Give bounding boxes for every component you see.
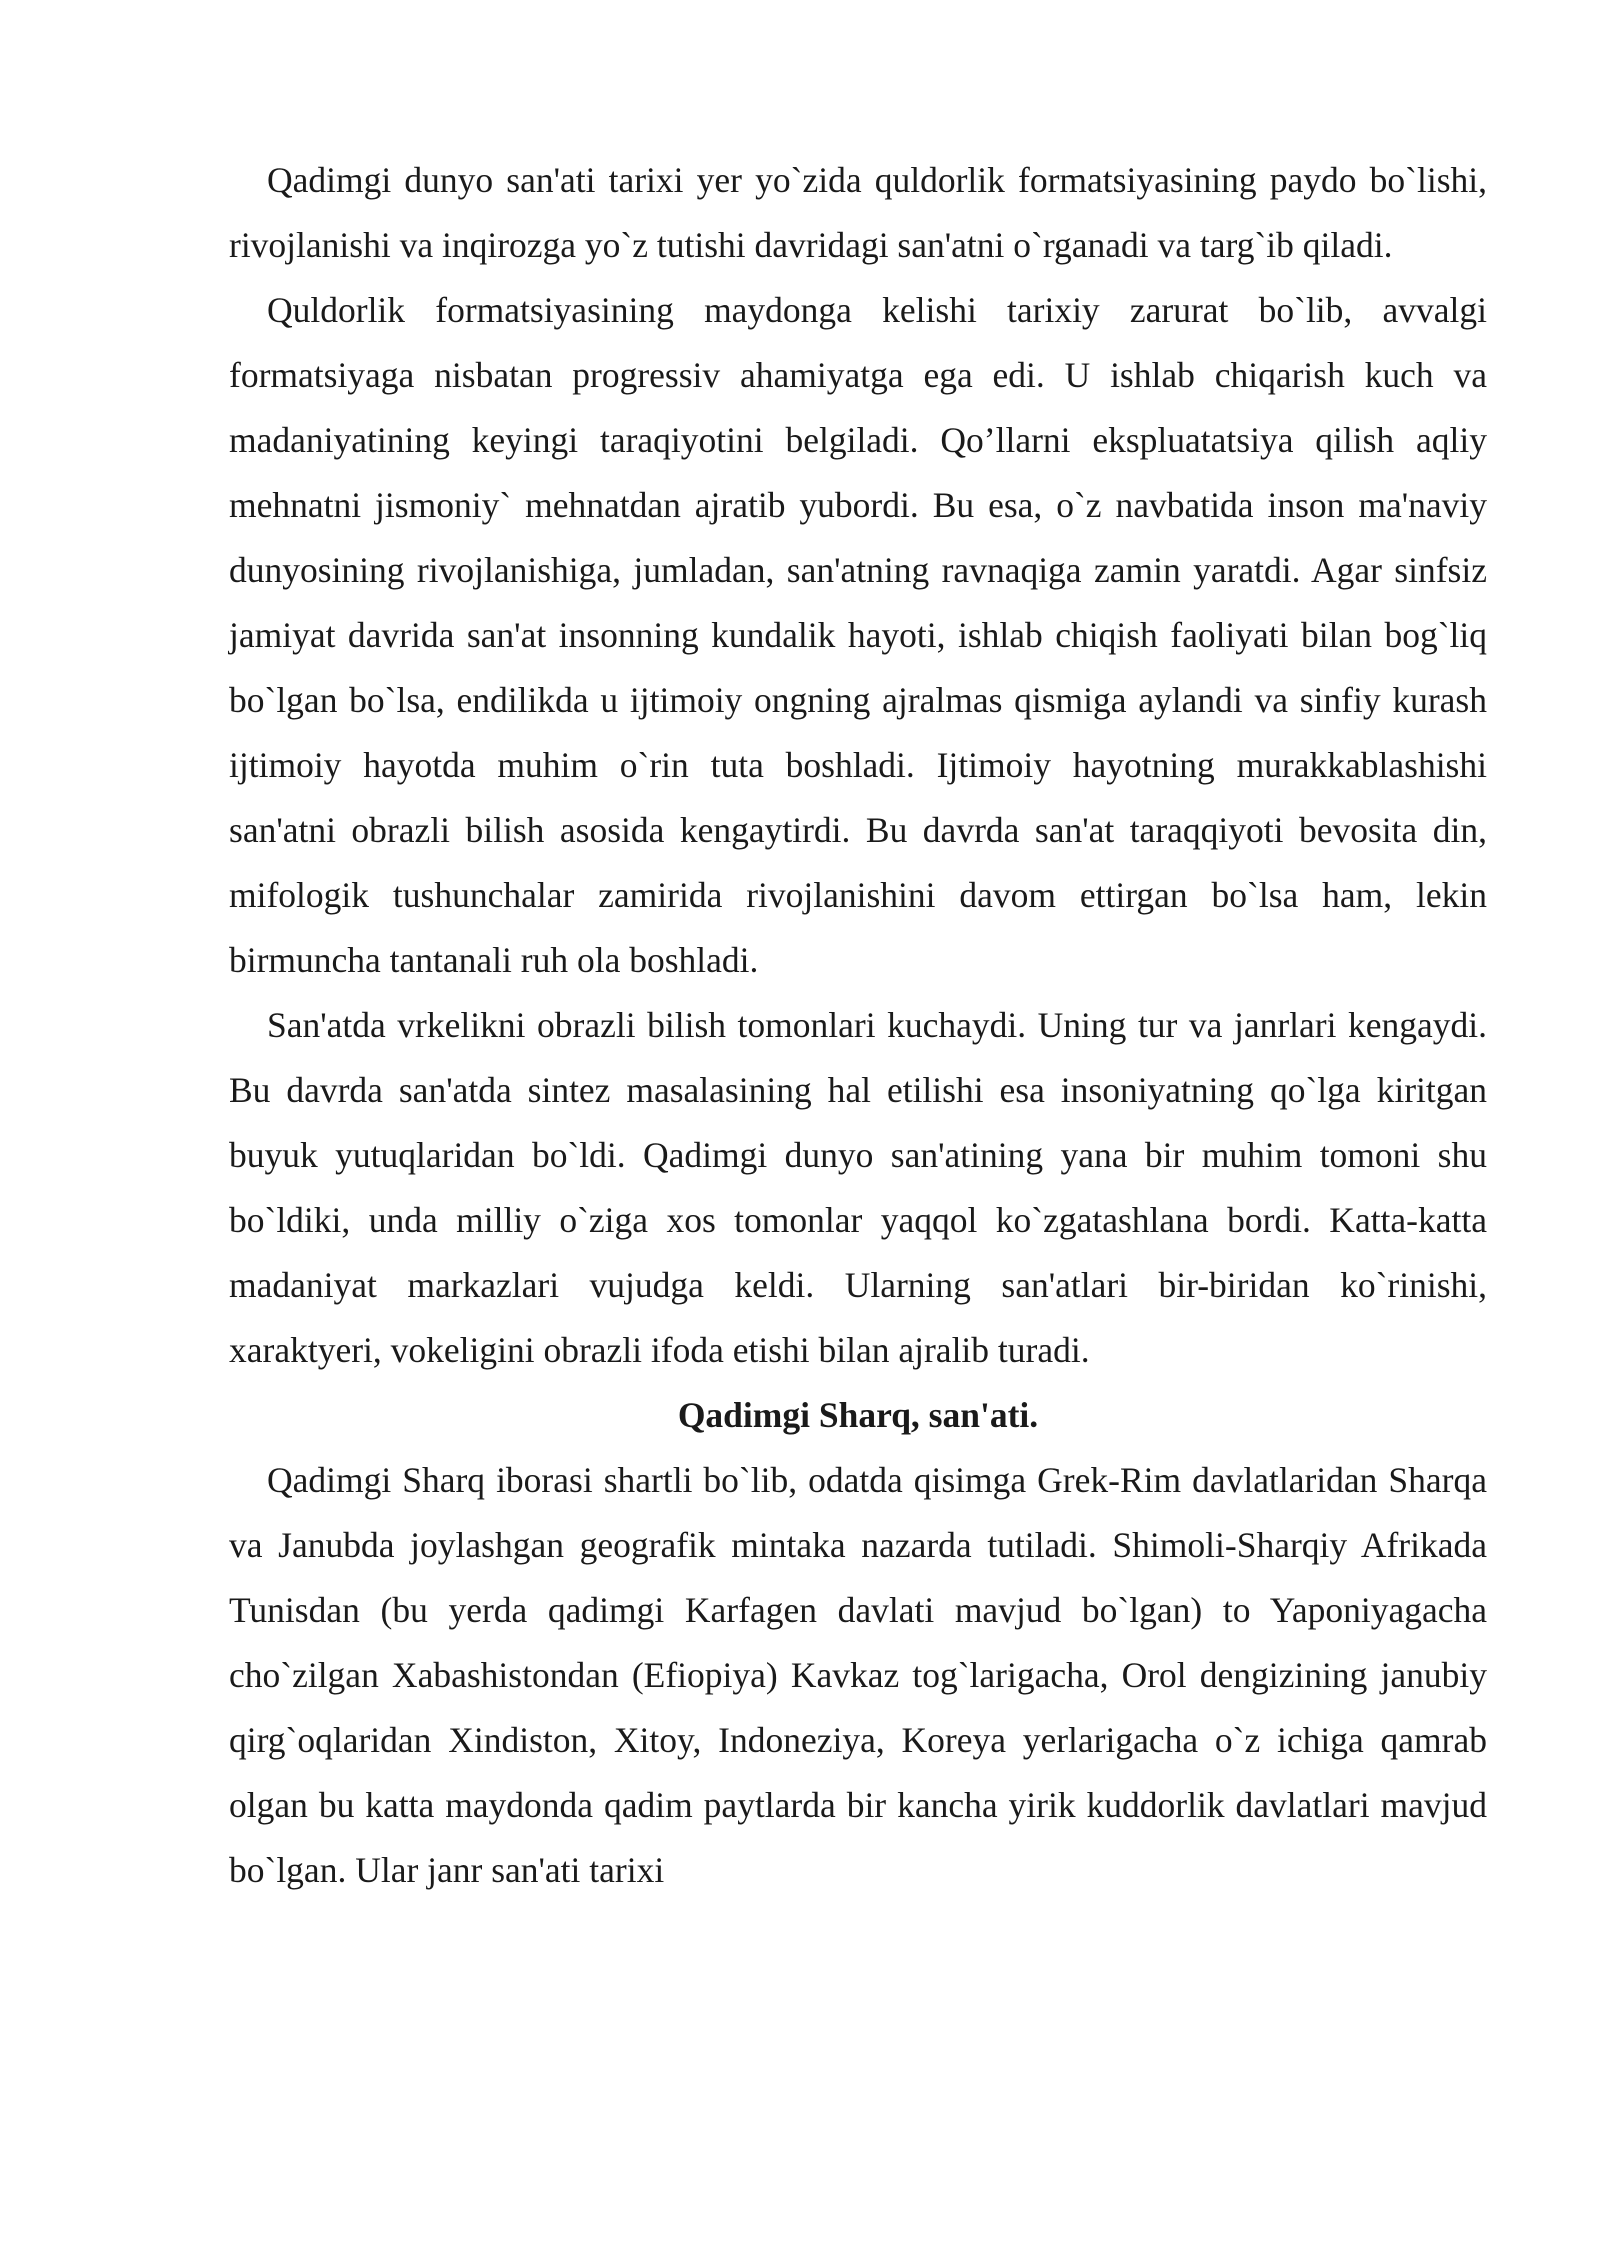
paragraph-intro: Qadimgi dunyo san'ati tarixi yer yo`zida quldorlik formatsiyasining paydo bo`lishi, rivojlanishi va inqirozga yo`z tutishi davridagi san'atni o`rganadi va targ`ib qiladi. (229, 160, 1487, 265)
paragraph-sanatda: San'atda vrkelikni obrazli bilish tomonlari kuchaydi. Uning tur va janrlari kengaydi. Bu davrda san'atda sintez masalasining hal etilishi esa insoniyatning qo`lga kiritgan buyuk yutuqlaridan bo`ldi. Qadimgi dunyo san'atining yana bir muhim tomoni shu bo`ldiki, unda milliy o`ziga xos tomonlar yaqqol ko`zgatashlana bordi. Katta-katta madaniyat markazlari vujudga keldi. Ularning san'atlari bir-biridan ko`rinishi, xaraktyeri, vokeligini obrazli ifoda etishi bilan ajralib turadi. (229, 1005, 1487, 1370)
document-body (229, 148, 1487, 1903)
section-heading: Qadimgi Sharq, san'ati. (677, 1395, 1039, 1435)
paragraph-quldorlik: Quldorlik formatsiyasining maydonga kelishi tarixiy zarurat bo`lib, avvalgi formatsiyaga nisbatan progressiv ahamiyatga ega edi. U ishlab chiqarish kuch va madaniyatining keyingi taraqiyotini belgiladi. Qo’llarni ekspluatatsiya qilish aqliy mehnatni jismoniy` mehnatdan ajratib yubordi. Bu esa, o`z navbatida inson ma'naviy dunyosining rivojlanishiga, jumladan, san'atning ravnaqiga zamin yaratdi. Agar sinfsiz jamiyat davrida san'at insonning kundalik hayoti, ishlab chiqish faoliyati bilan bog`liq bo`lgan bo`lsa, endilikda u ijtimoiy ongning ajralmas qismiga aylandi va sinfiy kurash ijtimoiy hayotda muhim o`rin tuta boshladi. Ijtimoiy hayotning murakkablashishi san'atni obrazli bilish asosida kengaytirdi. Bu davrda san'at taraqqiyoti bevosita din, mifologik tushunchalar zamirida rivojlanishini davom ettirgan bo`lsa ham, lekin birmuncha tantanali ruh ola boshladi. (229, 290, 1487, 980)
paragraph-qadimgi-sharq: Qadimgi Sharq iborasi shartli bo`lib, odatda qisimga Grek-Rim davlatlaridan Sharqa va Janubda joylashgan geografik mintaka nazarda tutiladi. Shimoli-Sharqiy Afrikada Tunisdan (bu yerda qadimgi Karfagen davlati mavjud bo`lgan) to Yaponiyagacha cho`zilgan Xabashistondan (Efiopiya) Kavkaz tog`larigacha, Orol dengizining janubiy qirg`oqlaridan Xindiston, Xitoy, Indoneziya, Koreya yerlarigacha o`z ichiga qamrab olgan bu katta maydonda qadim paytlarda bir kancha yirik kuddorlik davlatlari mavjud bo`lgan. Ular janr san'ati tarixi (229, 1460, 1487, 1890)
